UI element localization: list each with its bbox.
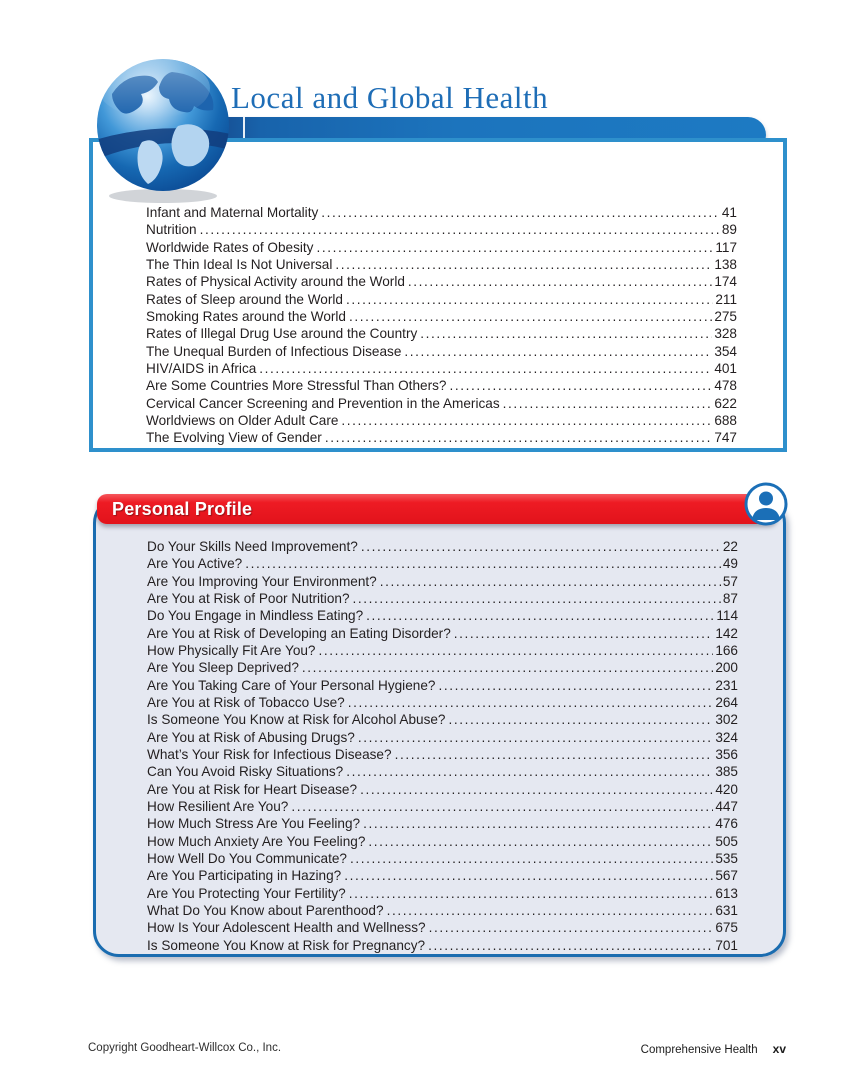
toc-entry	[147, 607, 738, 624]
toc-entry	[146, 221, 737, 238]
section-title-personal-profile: Personal Profile	[112, 498, 253, 519]
toc-entry-title: Worldwide Rates of Obesity	[146, 239, 314, 255]
toc-entry-title: How Physically Fit Are You?	[147, 642, 316, 658]
toc-entry-title: How Much Stress Are You Feeling?	[147, 816, 361, 832]
dot-leader	[346, 291, 713, 308]
toc-entry-title: Can You Avoid Risky Situations?	[147, 764, 344, 780]
toc-entry-page: 114	[716, 608, 738, 624]
toc-entry-page: 567	[715, 868, 738, 884]
toc-entry-title: Are You at Risk of Abusing Drugs?	[147, 729, 355, 745]
toc-entry-title: Smoking Rates around the World	[146, 308, 346, 324]
toc-entry-title: Are You Active?	[147, 556, 243, 572]
toc-entry	[147, 902, 738, 919]
dot-leader	[344, 867, 713, 884]
section-title-local-global-health: Local and Global Health	[231, 80, 549, 115]
footer-right	[641, 1042, 786, 1056]
toc-entry-title: Are You at Risk of Poor Nutrition?	[147, 590, 350, 606]
toc-entry-title: The Thin Ideal Is Not Universal	[146, 256, 333, 272]
toc-entry-page: 324	[715, 729, 738, 745]
toc-entry-page: 505	[715, 833, 738, 849]
dot-leader	[325, 429, 713, 446]
toc-entry-page: 420	[715, 781, 738, 797]
toc-entry-page: 747	[714, 430, 737, 446]
toc-entry	[147, 781, 738, 798]
toc-entry-page: 356	[715, 746, 738, 762]
dot-leader	[353, 590, 721, 607]
dot-leader	[408, 273, 712, 290]
toc-entry-page: 200	[715, 660, 738, 676]
dot-leader	[321, 204, 720, 221]
dot-leader	[259, 360, 712, 377]
toc-entry-page: 174	[714, 274, 737, 290]
globe-icon	[92, 56, 234, 204]
toc-entry	[147, 815, 738, 832]
toc-entry-page: 401	[714, 360, 737, 376]
toc-entry-page: 138	[714, 256, 737, 272]
toc-entry	[147, 677, 738, 694]
toc-entry	[147, 711, 738, 728]
toc-entry	[147, 573, 738, 590]
toc-entry-title: Are You at Risk for Heart Disease?	[147, 781, 358, 797]
toc-entry	[146, 256, 737, 273]
toc-entry-page: 166	[715, 642, 738, 658]
toc-entry	[147, 555, 738, 572]
toc-entry-title: Worldviews on Older Adult Care	[146, 412, 339, 428]
toc-entry-title: Are You Participating in Hazing?	[147, 868, 342, 884]
dot-leader	[335, 256, 712, 273]
toc-entry-title: The Unequal Burden of Infectious Disease	[146, 343, 402, 359]
toc-entry-title: Rates of Physical Activity around the World	[146, 274, 405, 290]
toc-entry-title: What Do You Know about Parenthood?	[147, 902, 384, 918]
dot-leader	[358, 729, 714, 746]
dot-leader	[346, 763, 713, 780]
toc-entry	[147, 729, 738, 746]
dot-leader	[361, 538, 721, 555]
toc-entry-page: 688	[714, 412, 737, 428]
toc-entry-title: Do Your Skills Need Improvement?	[147, 539, 358, 554]
dot-leader	[449, 377, 712, 394]
toc-entry	[146, 343, 737, 360]
toc-entry-page: 275	[714, 308, 737, 324]
toc-entry	[146, 239, 737, 256]
dot-leader	[302, 659, 713, 676]
toc-entry-page: 211	[715, 291, 737, 307]
toc-entry-page: 385	[715, 764, 738, 780]
toc-entry-title: Are Some Countries More Stressful Than Others?	[146, 378, 447, 394]
dot-leader	[380, 573, 721, 590]
toc-entry-title: Are You Taking Care of Your Personal Hygiene?	[147, 677, 436, 693]
dot-leader	[348, 694, 714, 711]
toc-entry-page: 231	[715, 677, 738, 693]
dot-leader	[368, 833, 713, 850]
toc-entry-title: HIV/AIDS in Africa	[146, 360, 257, 376]
dot-leader	[503, 395, 713, 412]
toc-entry-title: How Well Do You Communicate?	[147, 850, 347, 866]
toc-entry	[147, 659, 738, 676]
toc-entry	[147, 867, 738, 884]
toc-entry-title: Are You at Risk of Tobacco Use?	[147, 694, 345, 710]
toc-entry-title: The Evolving View of Gender	[146, 430, 322, 446]
toc-entry	[146, 429, 737, 446]
dot-leader	[366, 607, 714, 624]
red-banner	[97, 494, 778, 524]
toc-entry-page: 354	[714, 343, 737, 359]
toc-entry-page: 478	[714, 378, 737, 394]
toc-entry	[146, 308, 737, 325]
dot-leader	[316, 239, 713, 256]
toc-entry-page: 328	[714, 326, 737, 342]
personal-profile-toc-list	[147, 538, 738, 954]
toc-entry-title: Rates of Sleep around the World	[146, 291, 343, 307]
dot-leader	[360, 781, 713, 798]
dot-leader	[319, 642, 714, 659]
toc-entry-title: Are You Improving Your Environment?	[147, 573, 377, 589]
toc-entry	[147, 798, 738, 815]
toc-entry-title: Rates of Illegal Drug Use around the Country	[146, 326, 418, 342]
toc-entry	[146, 325, 737, 342]
toc-entry-page: 89	[721, 222, 737, 238]
toc-entry-page: 264	[715, 694, 738, 710]
toc-entry-page: 631	[715, 902, 738, 918]
toc-entry-title: Do You Engage in Mindless Eating?	[147, 608, 364, 624]
toc-entry-title: How Is Your Adolescent Health and Wellness?	[147, 920, 426, 936]
dot-leader	[395, 746, 714, 763]
toc-entry	[147, 694, 738, 711]
toc-entry-title: Infant and Maternal Mortality	[146, 205, 319, 220]
dot-leader	[428, 937, 713, 954]
toc-entry-page: 701	[715, 937, 738, 953]
dot-leader	[350, 850, 713, 867]
copyright-text: Copyright Goodheart-Willcox Co., Inc.	[88, 1042, 282, 1054]
dot-leader	[429, 919, 714, 936]
toc-entry-title: Are You at Risk of Developing an Eating Disorder?	[147, 625, 451, 641]
toc-entry	[147, 590, 738, 607]
dot-leader	[404, 343, 712, 360]
local-global-toc-list	[146, 204, 737, 447]
toc-entry	[147, 642, 738, 659]
toc-entry-page: 87	[722, 590, 738, 606]
toc-entry-title: Are You Sleep Deprived?	[147, 660, 299, 676]
toc-entry	[147, 919, 738, 936]
dot-leader	[341, 412, 712, 429]
toc-entry	[146, 412, 737, 429]
toc-entry	[147, 763, 738, 780]
toc-entry	[147, 850, 738, 867]
person-icon	[744, 482, 788, 526]
dot-leader	[420, 325, 712, 342]
toc-entry-title: Is Someone You Know at Risk for Pregnancy?	[147, 937, 426, 953]
toc-entry	[147, 937, 738, 954]
toc-entry	[147, 885, 738, 902]
toc-entry-page: 622	[714, 395, 737, 411]
toc-entry-page: 41	[721, 205, 737, 220]
toc-entry	[146, 291, 737, 308]
dot-leader	[245, 555, 721, 572]
toc-entry-title: How Resilient Are You?	[147, 798, 289, 814]
dot-leader	[349, 885, 714, 902]
dot-leader	[291, 798, 713, 815]
toc-entry-page: 476	[715, 816, 738, 832]
toc-entry-title: Cervical Cancer Screening and Prevention in the Americas	[146, 395, 500, 411]
toc-entry-page: 142	[715, 625, 738, 641]
toc-entry	[147, 746, 738, 763]
toc-entry-page: 447	[715, 798, 738, 814]
toc-entry-page: 535	[715, 850, 738, 866]
book-title: Comprehensive Health	[640, 1044, 758, 1056]
dot-leader	[449, 711, 714, 728]
toc-entry-page: 117	[715, 239, 737, 255]
toc-entry-page: 675	[715, 920, 738, 936]
toc-entry-title: Nutrition	[146, 222, 197, 238]
toc-entry-page: 22	[722, 539, 738, 554]
dot-leader	[349, 308, 712, 325]
dot-leader	[387, 902, 714, 919]
toc-entry-page: 57	[722, 573, 738, 589]
folio-page-number: xv	[772, 1042, 786, 1056]
toc-entry-page: 302	[715, 712, 738, 728]
dot-leader	[200, 221, 720, 238]
toc-entry	[147, 538, 738, 555]
dot-leader	[363, 815, 713, 832]
dot-leader	[454, 625, 714, 642]
dot-leader	[438, 677, 713, 694]
toc-entry	[146, 204, 737, 221]
toc-entry-title: How Much Anxiety Are You Feeling?	[147, 833, 366, 849]
toc-entry-page: 49	[722, 556, 738, 572]
toc-entry-title: Are You Protecting Your Fertility?	[147, 885, 346, 901]
toc-entry-page: 613	[715, 885, 738, 901]
toc-entry	[146, 377, 737, 394]
toc-entry-title: What’s Your Risk for Infectious Disease?	[147, 746, 392, 762]
toc-entry	[146, 360, 737, 377]
toc-entry	[147, 833, 738, 850]
toc-entry-title: Is Someone You Know at Risk for Alcohol Abuse?	[147, 712, 446, 728]
toc-entry	[146, 273, 737, 290]
toc-entry	[146, 395, 737, 412]
toc-entry	[147, 625, 738, 642]
